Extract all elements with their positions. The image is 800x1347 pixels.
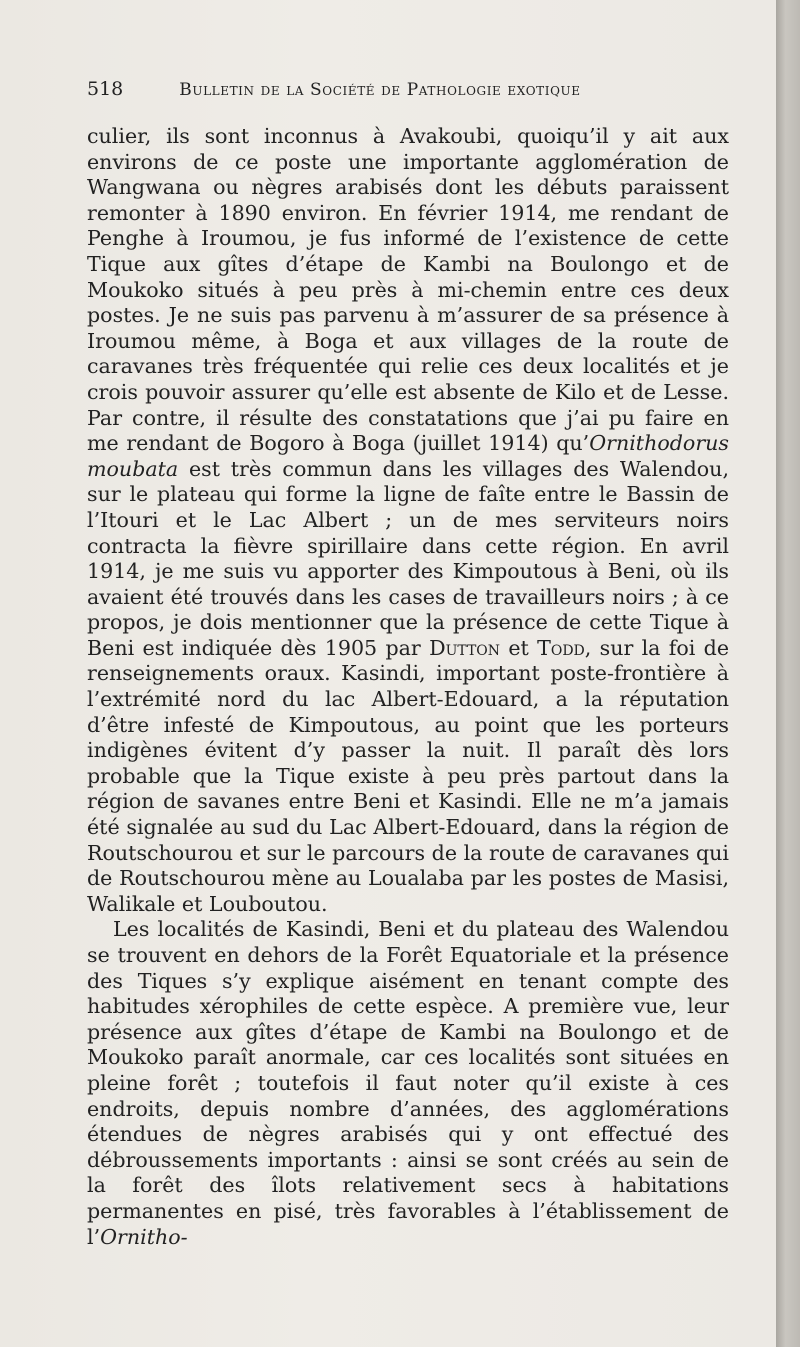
paragraph-1-text-c: et bbox=[500, 635, 538, 660]
species-name-italic: Ornithodorus moubata bbox=[87, 431, 729, 481]
page-number: 518 bbox=[87, 78, 124, 100]
paragraph-1-text-d: , sur la foi de renseignements oraux. Kasindi, important poste-frontière à l’extrémité nord du lac Albert-Edouard, a la réputation d’être infesté de Kimpoutous, au point que les porteurs indigènes évitent d’y passer la nuit. Il paraît dès lors probable que la Tique existe à peu près partout dans la région de savanes entre Beni et Kasindi. Elle ne m’a jamais été signalée au sud du Lac Albert-Edouard, dans la région de Routschourou et sur le parcours de la route de caravanes qui de Routschourou mène au Loualaba par les postes de Masisi, Walikale et Louboutou. bbox=[87, 635, 730, 916]
running-head: Bulletin de la Société de Pathologie exotique bbox=[179, 80, 581, 100]
page-header bbox=[87, 78, 647, 102]
body-text bbox=[87, 124, 729, 1250]
author-todd: Todd bbox=[537, 635, 585, 660]
paragraph-1 bbox=[87, 124, 729, 917]
paragraph-2 bbox=[87, 917, 729, 1250]
page-edge bbox=[776, 0, 800, 1347]
species-name-italic-2: Ornitho- bbox=[100, 1224, 188, 1249]
paragraph-1-text-a: culier, ils sont inconnus à Avakoubi, quoiqu’il y ait aux environs de ce poste une importante agglomération de Wangwana ou nègres arabisés dont les débuts paraissent remonter à 1890 environ. En février 1914, me rendant de Penghe à Iroumou, je fus informé de l’existence de cette Tique aux gîtes d’étape de Kambi na Boulongo et de Moukoko situés à peu près à mi-chemin entre ces deux postes. Je ne suis pas parvenu à m’assurer de sa présence à Iroumou même, à Boga et aux villages de la route de caravanes très fréquentée qui relie ces deux localités et je crois pouvoir assurer qu’elle est absente de Kilo et de Lesse. Par contre, il résulte des constatations que j’ai pu faire en me rendant de Bogoro à Boga (juillet 1914) qu’ bbox=[87, 124, 729, 456]
paragraph-1-text-b: est très commun dans les villages des Walendou, sur le plateau qui forme la ligne de faîte entre le Bassin de l’Itouri et le Lac Albert ; un de mes serviteurs noirs contracta la fièvre spirillaire dans cette région. En avril 1914, je me suis vu apporter des Kimpoutous à Beni, où ils avaient été trouvés dans les cases de travailleurs noirs ; à ce propos, je dois mentionner que la présence de cette Tique à Beni est indiquée dès 1905 par bbox=[87, 456, 729, 660]
paragraph-2-text-a: Les localités de Kasindi, Beni et du plateau des Walendou se trouvent en dehors de la Forêt Equatoriale et la présence des Tiques s’y explique aisément en tenant compte des habitudes xérophiles de cette espèce. A première vue, leur présence aux gîtes d’étape de Kambi na Boulongo et de Moukoko paraît anormale, car ces localités sont situées en pleine forêt ; toutefois il faut noter qu’il existe à ces endroits, depuis nombre d’années, des agglomérations étendues de nègres arabisés qui y ont effectué des débroussements importants : ainsi se sont créés au sein de la forêt des îlots relativement secs à habitations permanentes en pisé, très favorables à l’établissement de l’ bbox=[87, 917, 729, 1249]
author-dutton: Dutton bbox=[429, 635, 501, 660]
